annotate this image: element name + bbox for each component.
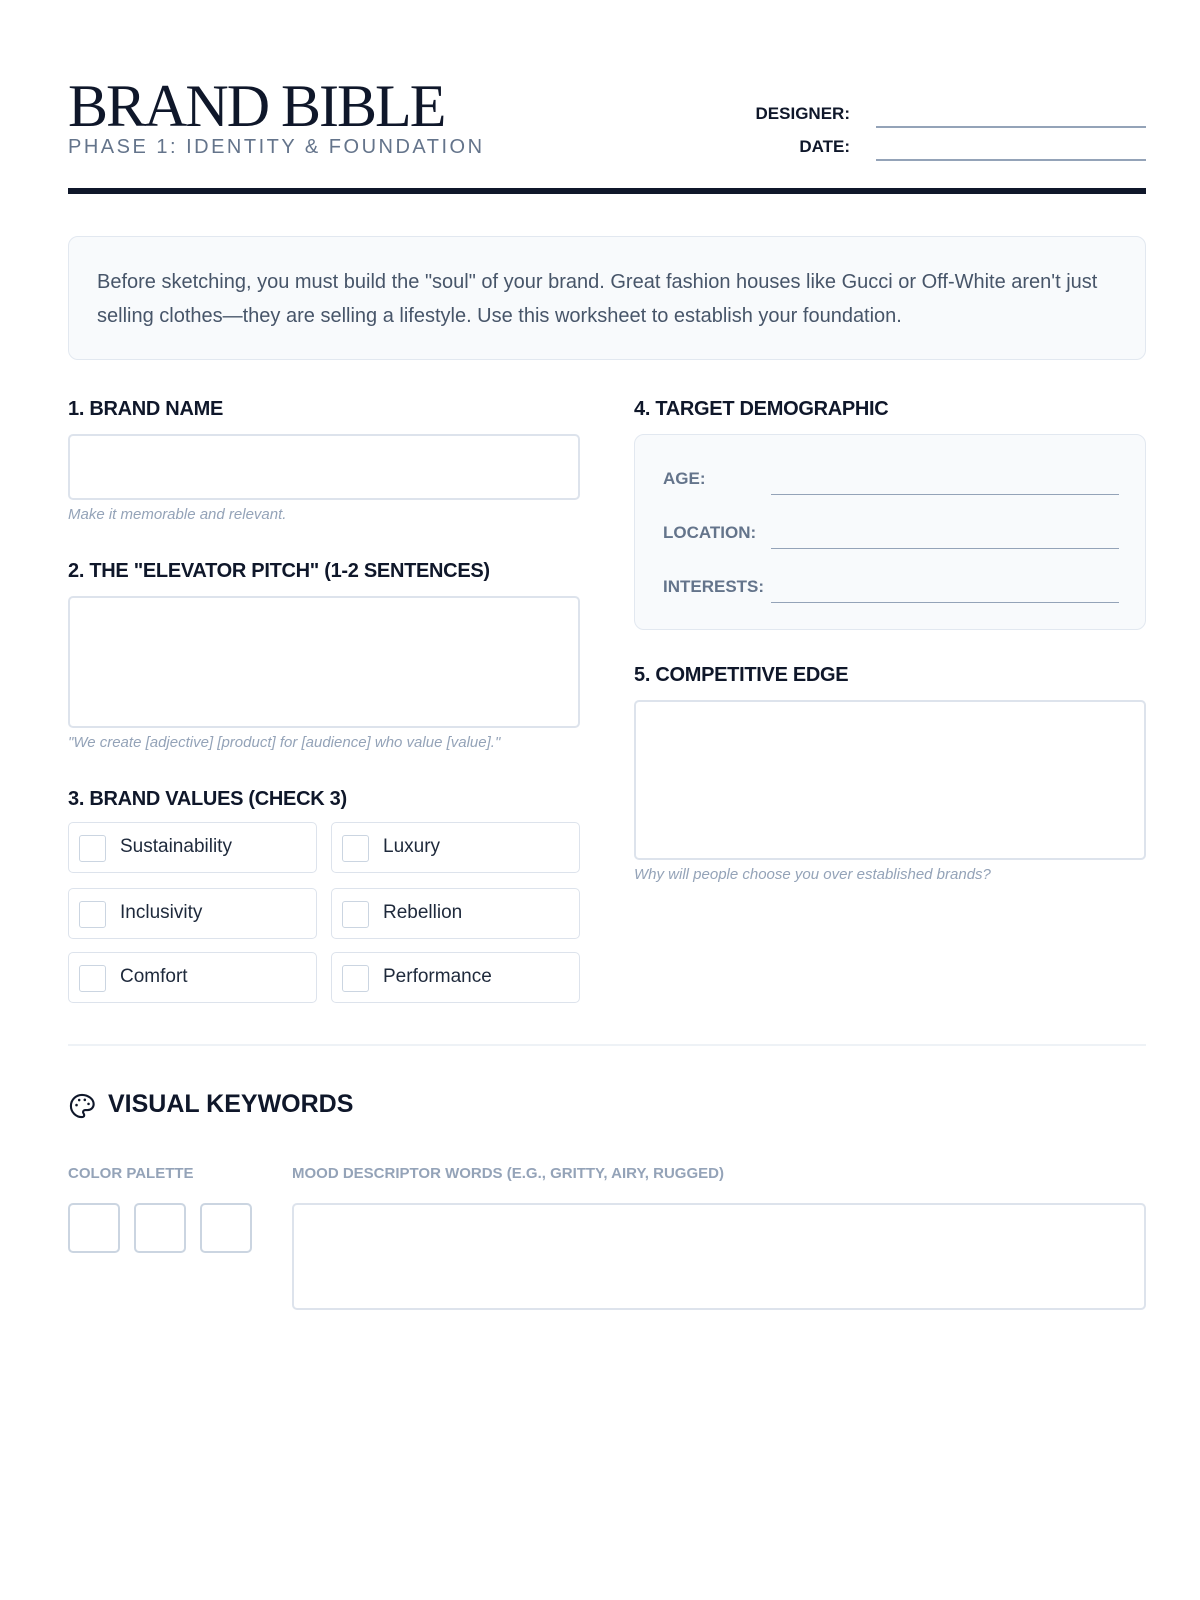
visual-keywords-header	[68, 1088, 468, 1122]
header	[68, 72, 1146, 162]
designer-field[interactable]	[876, 126, 1146, 128]
location-field[interactable]	[771, 548, 1119, 550]
value-option-performance[interactable]	[331, 952, 580, 1003]
location-label: LOCATION:	[663, 523, 757, 542]
date-label: DATE:	[799, 137, 850, 156]
competitive-edge-field[interactable]	[634, 700, 1146, 860]
brand-values-heading: 3. BRAND VALUES (CHECK 3)	[68, 788, 347, 810]
age-row	[663, 465, 1119, 495]
elevator-pitch-field[interactable]	[68, 596, 580, 728]
visual-keywords-title: VISUAL KEYWORDS	[108, 1090, 354, 1118]
target-demographic-box	[634, 434, 1146, 630]
color-swatch-1[interactable]	[68, 1203, 120, 1253]
location-row	[663, 519, 1119, 549]
color-swatch-2[interactable]	[134, 1203, 186, 1253]
value-label: Rebellion	[383, 902, 463, 923]
section-divider	[68, 1044, 1146, 1046]
page-title: BRAND BIBLE	[68, 73, 445, 139]
checkbox[interactable]	[342, 965, 369, 992]
color-palette-label: COLOR PALETTE	[68, 1165, 194, 1182]
age-field[interactable]	[771, 494, 1119, 496]
mood-words-field[interactable]	[292, 1203, 1146, 1310]
value-label: Inclusivity	[120, 902, 203, 923]
brand-name-field[interactable]	[68, 434, 580, 500]
value-option-rebellion[interactable]	[331, 888, 580, 939]
elevator-pitch-hint: "We create [adjective] [product] for [audience] who value [value]."	[68, 734, 501, 751]
competitive-edge-hint: Why will people choose you over established brands?	[634, 866, 991, 883]
brand-name-heading: 1. BRAND NAME	[68, 398, 223, 420]
color-swatch-3[interactable]	[200, 1203, 252, 1253]
checkbox[interactable]	[79, 901, 106, 928]
checkbox[interactable]	[342, 901, 369, 928]
interests-row	[663, 573, 1119, 603]
elevator-pitch-heading: 2. THE "ELEVATOR PITCH" (1-2 SENTENCES)	[68, 560, 490, 582]
value-option-comfort[interactable]	[68, 952, 317, 1003]
intro-box: Before sketching, you must build the "soul" of your brand. Great fashion houses like Gucci or Off-White aren't just selling clothes—they are selling a lifestyle. Use this worksheet to establish your foundation.	[68, 236, 1146, 360]
value-label: Luxury	[383, 836, 441, 857]
designer-row	[726, 102, 1146, 128]
palette-icon	[68, 1092, 96, 1120]
header-rule	[68, 188, 1146, 194]
value-label: Performance	[383, 966, 492, 987]
mood-words-label: MOOD DESCRIPTOR WORDS (E.G., GRITTY, AIRY, RUGGED)	[292, 1165, 724, 1182]
value-label: Sustainability	[120, 836, 232, 857]
interests-field[interactable]	[771, 602, 1119, 604]
value-option-luxury[interactable]	[331, 822, 580, 873]
designer-label: DESIGNER:	[755, 104, 850, 123]
checkbox[interactable]	[342, 835, 369, 862]
value-label: Comfort	[120, 966, 188, 987]
worksheet-page	[68, 0, 1146, 1600]
interests-label: INTERESTS:	[663, 577, 765, 596]
brand-name-hint: Make it memorable and relevant.	[68, 506, 287, 523]
page-subtitle: PHASE 1: IDENTITY & FOUNDATION	[68, 136, 485, 158]
checkbox[interactable]	[79, 835, 106, 862]
value-option-inclusivity[interactable]	[68, 888, 317, 939]
target-demographic-heading: 4. TARGET DEMOGRAPHIC	[634, 398, 889, 420]
age-label: AGE:	[663, 469, 706, 488]
checkbox[interactable]	[79, 965, 106, 992]
date-row	[726, 135, 1146, 161]
value-option-sustainability[interactable]	[68, 822, 317, 873]
competitive-edge-heading: 5. COMPETITIVE EDGE	[634, 664, 849, 686]
date-field[interactable]	[876, 159, 1146, 161]
